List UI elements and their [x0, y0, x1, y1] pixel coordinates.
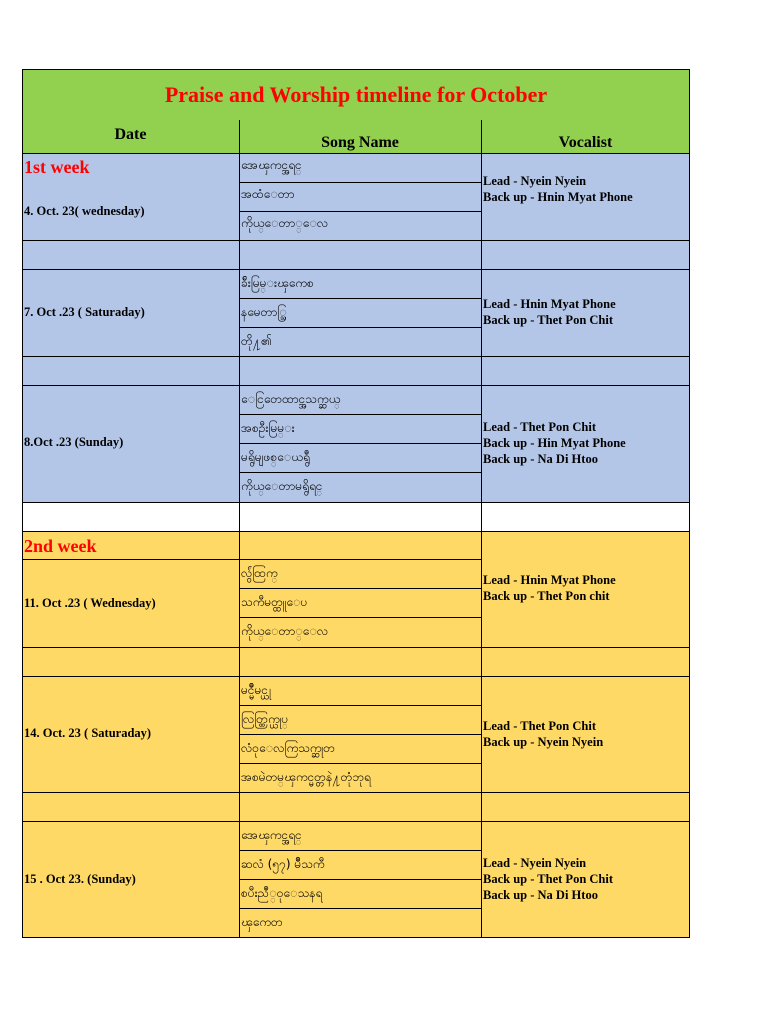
- vocalist-line: Back up - Thet Pon chit: [483, 589, 610, 603]
- row-divider: [22, 356, 690, 357]
- vocalist-cell: [483, 572, 616, 604]
- service-date: 8.Oct .23 (Sunday): [24, 435, 124, 449]
- column-divider: [239, 120, 240, 938]
- song-name: ကိုယ္ေတာ္ေလ: [241, 216, 329, 230]
- song-column-header: Song Name: [239, 120, 481, 153]
- row-divider: [239, 211, 481, 212]
- service-date: 15 . Oct 23. (Sunday): [24, 872, 136, 886]
- song-name: ဆလံ (၅၇) မိဳသကီ: [241, 857, 325, 871]
- border-right: [689, 120, 690, 938]
- border-left: [22, 120, 23, 938]
- vocalist-column-header: Vocalist: [481, 120, 690, 153]
- week-label: 1st week: [24, 157, 90, 177]
- song-name: ေငြတေထာင္အသက္ဆယ္: [241, 392, 341, 406]
- vocalist-cell: [483, 419, 626, 467]
- vocalist-line: Lead - Hnin Myat Phone: [483, 573, 616, 587]
- row-divider: [22, 676, 690, 677]
- song-name: သကီမတ္ထူေပ: [241, 595, 308, 609]
- vocalist-line: Back up - Na Di Htoo: [483, 888, 598, 902]
- row-divider: [22, 647, 690, 648]
- song-name: နမေတာ္သြ: [241, 305, 287, 319]
- vocalist-line: Back up - Thet Pon Chit: [483, 872, 614, 886]
- row-divider: [22, 240, 690, 241]
- row-divider: [239, 879, 481, 880]
- vocalist-line: Lead - Thet Pon Chit: [483, 420, 596, 434]
- song-name: လြတ္ထြက္ယုပ္: [241, 712, 289, 726]
- vocalist-line: Lead - Thet Pon Chit: [483, 719, 596, 733]
- row-divider: [239, 327, 481, 328]
- row-divider: [22, 269, 690, 270]
- song-name: စပီးညဳ္ဝုေသနရ: [241, 886, 323, 900]
- song-name: အထံေတာ: [241, 187, 295, 201]
- song-name: လွ်ံထြက္: [241, 566, 278, 580]
- row-divider: [239, 443, 481, 444]
- vocalist-cell: [483, 718, 603, 750]
- song-name: ၾကေတ: [241, 915, 283, 929]
- vocalist-line: Back up - Hin Myat Phone: [483, 436, 626, 450]
- column-divider: [481, 120, 482, 938]
- row-divider: [239, 588, 481, 589]
- song-name: အစမဲတမ္ၾကင္မတ္တနဲ႔တုံဘုရ: [241, 770, 371, 784]
- row-divider: [239, 472, 481, 473]
- song-name: လံဝုေလကြသက္ဆုတ: [241, 741, 335, 755]
- row-divider: [22, 385, 690, 386]
- vocalist-line: Back up - Hnin Myat Phone: [483, 190, 633, 204]
- vocalist-line: Back up - Na Di Htoo: [483, 452, 598, 466]
- song-name: ခ်ီးမြမ္းၾကေစ: [241, 276, 314, 290]
- vocalist-cell: [483, 173, 633, 205]
- week-label: 2nd week: [24, 536, 97, 556]
- row-divider: [22, 153, 690, 154]
- song-name: ကိုယ္ေတာ္ေလ: [241, 624, 329, 638]
- row-divider: [239, 182, 481, 183]
- service-date: 7. Oct .23 ( Saturaday): [24, 305, 145, 319]
- vocalist-cell: [483, 855, 613, 903]
- date-column-header: Date: [22, 120, 239, 153]
- song-name: အေၾကင္အရင္: [241, 158, 302, 172]
- row-divider: [22, 531, 690, 532]
- row-divider: [239, 734, 481, 735]
- vocalist-cell: [483, 296, 616, 328]
- song-name: မရွိမျဖစ္ေယရွဳ: [241, 450, 310, 464]
- service-date: 4. Oct. 23( wednesday): [24, 204, 145, 218]
- page-title: Praise and Worship timeline for October: [22, 69, 690, 121]
- row-divider: [22, 792, 690, 793]
- row-divider: [22, 821, 690, 822]
- song-name: အေၾကင္အရင္: [241, 828, 302, 842]
- row-divider: [22, 559, 481, 560]
- song-name: ကိုယ္ေတာမရွိရင္: [241, 479, 323, 493]
- row-divider: [239, 705, 481, 706]
- vocalist-line: Lead - Hnin Myat Phone: [483, 297, 616, 311]
- song-name: မင္မိဳမင္ယု: [241, 683, 272, 697]
- vocalist-line: Lead - Nyein Nyein: [483, 856, 587, 870]
- week-separator: [22, 502, 690, 531]
- row-divider: [239, 617, 481, 618]
- song-name: အစဦးမြမ္း: [241, 421, 295, 435]
- vocalist-line: Back up - Thet Pon Chit: [483, 313, 614, 327]
- song-name: တို႔၏: [241, 334, 272, 348]
- row-divider: [239, 763, 481, 764]
- border-bottom: [22, 937, 690, 938]
- row-divider: [239, 298, 481, 299]
- service-date: 11. Oct .23 ( Wednesday): [24, 596, 156, 610]
- schedule-table: [22, 69, 690, 938]
- service-date: 14. Oct. 23 ( Saturaday): [24, 726, 152, 740]
- row-divider: [239, 414, 481, 415]
- vocalist-line: Back up - Nyein Nyein: [483, 735, 604, 749]
- row-divider: [239, 908, 481, 909]
- row-divider: [239, 850, 481, 851]
- row-divider: [22, 502, 690, 503]
- vocalist-line: Lead - Nyein Nyein: [483, 174, 587, 188]
